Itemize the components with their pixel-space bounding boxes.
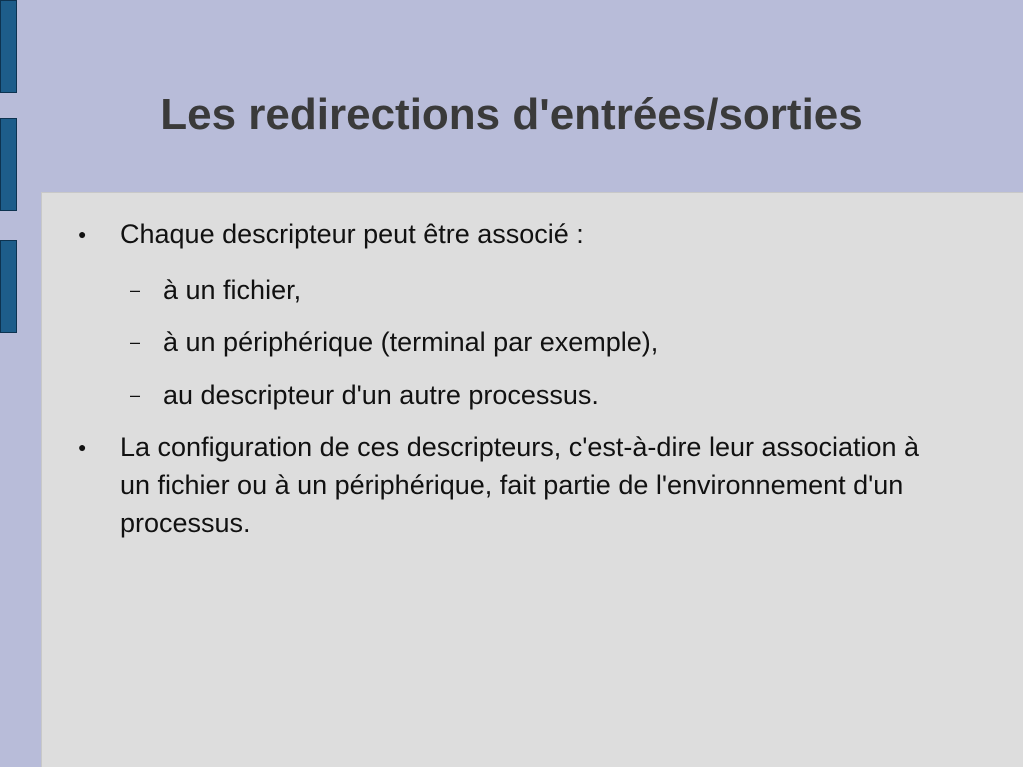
sub-bullet-item-3 — [130, 376, 930, 414]
accent-bar-top — [0, 0, 17, 93]
bullet-text: La configuration de ces descripteurs, c'est-à-dire leur association à un fichier ou à un périphérique, fait partie de l'environnement d'un processus. — [120, 432, 920, 538]
dash-icon: – — [130, 280, 141, 300]
bullet-dot-icon: ● — [78, 439, 87, 455]
sub-bullet-item-1 — [130, 271, 930, 309]
sub-bullet-text: au descripteur d'un autre processus. — [163, 380, 599, 410]
sub-bullet-text: à un périphérique (terminal par exemple), — [163, 327, 659, 357]
dash-icon: – — [130, 385, 141, 405]
sub-bullet-item-2 — [130, 323, 930, 361]
bullet-item-1 — [78, 215, 938, 253]
bullet-item-2 — [78, 428, 938, 542]
bullet-text: Chaque descripteur peut être associé : — [120, 219, 584, 249]
sub-bullet-text: à un fichier, — [163, 275, 302, 305]
bullet-dot-icon: ● — [78, 226, 87, 242]
accent-bar-bottom — [0, 240, 17, 333]
dash-icon: – — [130, 332, 141, 352]
slide-title: Les redirections d'entrées/sorties — [160, 90, 863, 139]
